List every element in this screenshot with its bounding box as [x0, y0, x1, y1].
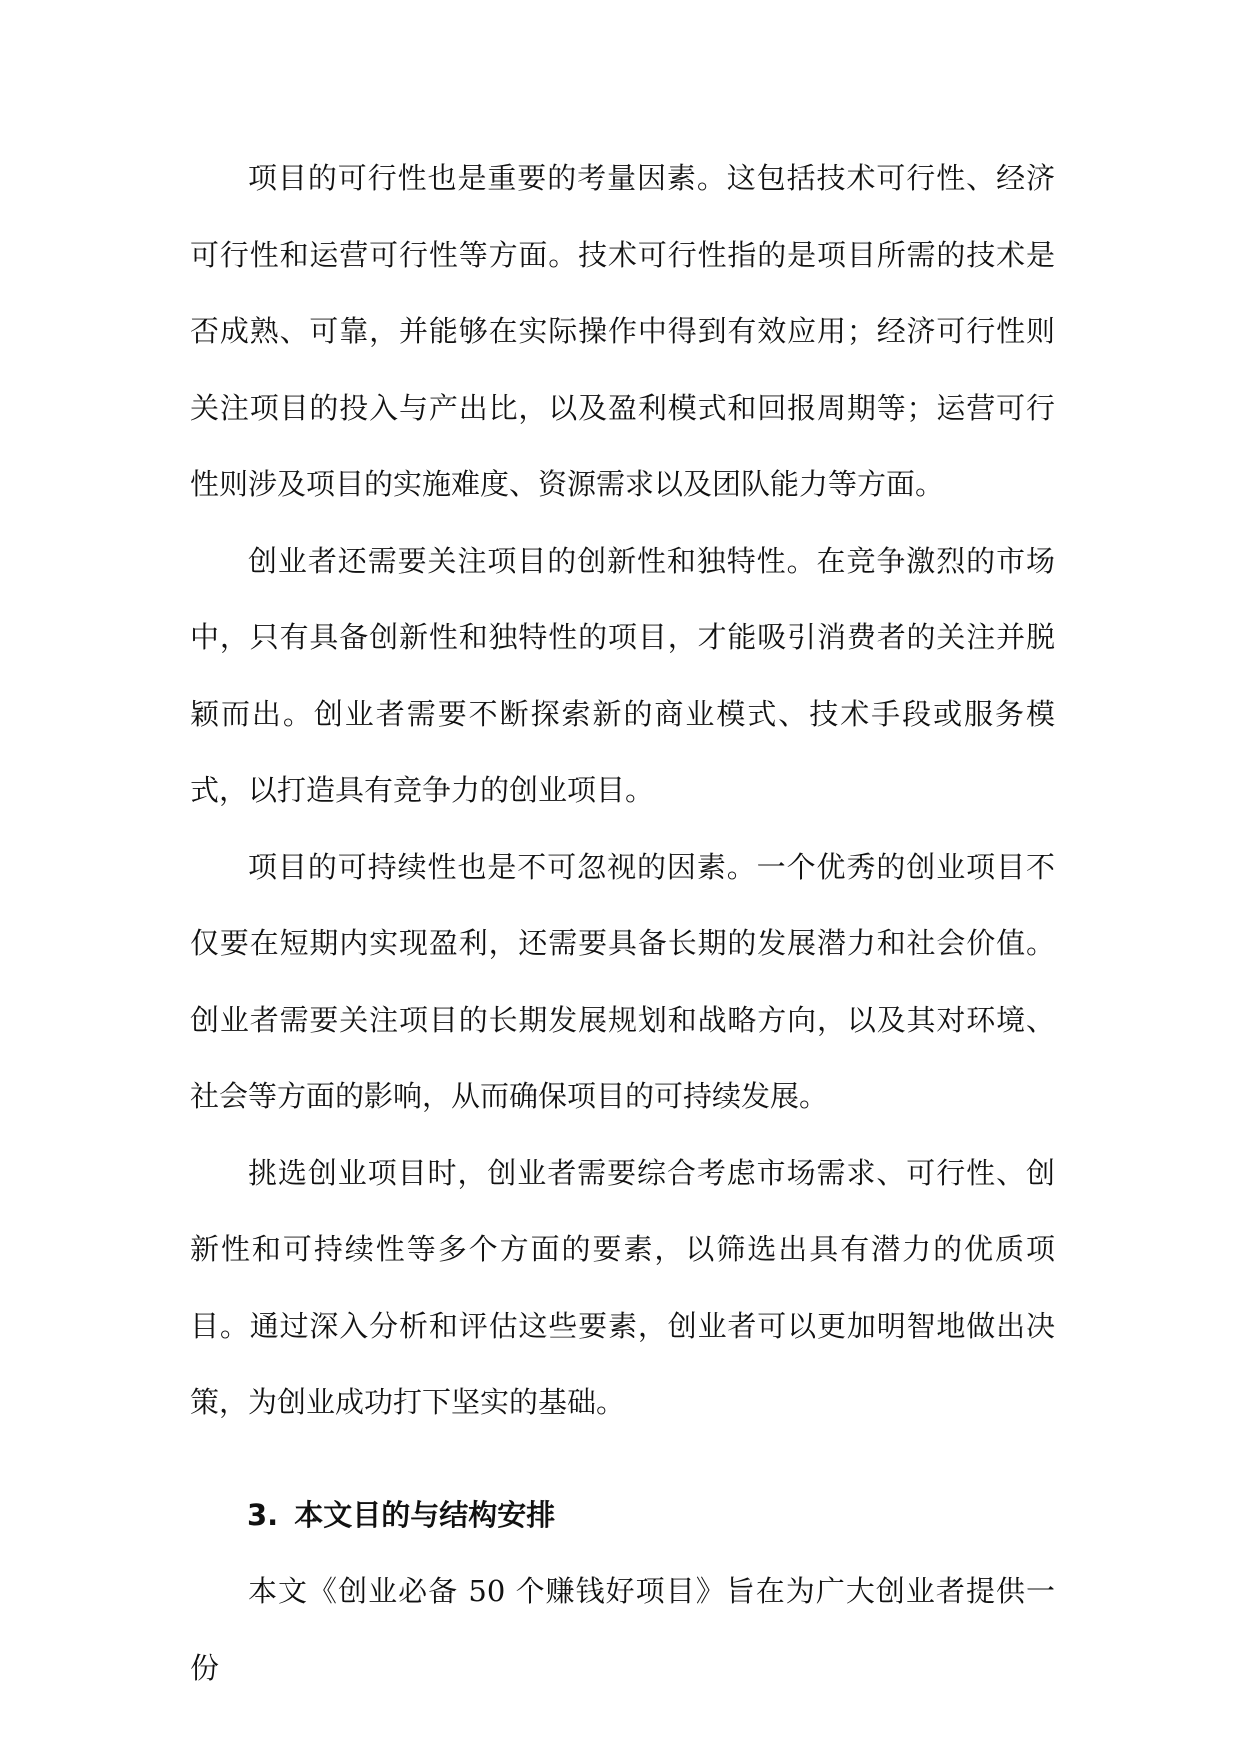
- section-title: 本文目的与结构安排: [294, 1497, 556, 1532]
- paragraph-innovation: 创业者还需要关注项目的创新性和独特性。在竞争激烈的市场中，只有具备创新性和独特性的项目，才能吸引消费者的关注并脱颖而出。创业者需要不断探索新的商业模式、技术手段或服务模式，以打造具有竞争力的创业项目。: [190, 543, 1055, 807]
- paragraph-summary: 挑选创业项目时，创业者需要综合考虑市场需求、可行性、创新性和可持续性等多个方面的要素，以筛选出具有潜力的优质项目。通过深入分析和评估这些要素，创业者可以更加明智地做出决策，为创业成功打下坚实的基础。: [190, 1155, 1055, 1419]
- paragraph-purpose: 本文《创业必备 50 个赚钱好项目》旨在为广大创业者提供一份: [190, 1574, 1055, 1685]
- section-number: 3.: [247, 1497, 279, 1532]
- document-body: [190, 140, 1055, 1706]
- paragraph-feasibility: 项目的可行性也是重要的考量因素。这包括技术可行性、经济可行性和运营可行性等方面。技术可行性指的是项目所需的技术是否成熟、可靠，并能够在实际操作中得到有效应用；经济可行性则关注项目的投入与产出比，以及盈利模式和回报周期等；运营可行性则涉及项目的实施难度、资源需求以及团队能力等方面。: [190, 161, 1055, 501]
- paragraph-sustainability: 项目的可持续性也是不可忽视的因素。一个优秀的创业项目不仅要在短期内实现盈利，还需要具备长期的发展潜力和社会价值。创业者需要关注项目的长期发展规划和战略方向，以及其对环境、社会等方面的影响，从而确保项目的可持续发展。: [190, 849, 1055, 1113]
- section-heading: [190, 1477, 1055, 1554]
